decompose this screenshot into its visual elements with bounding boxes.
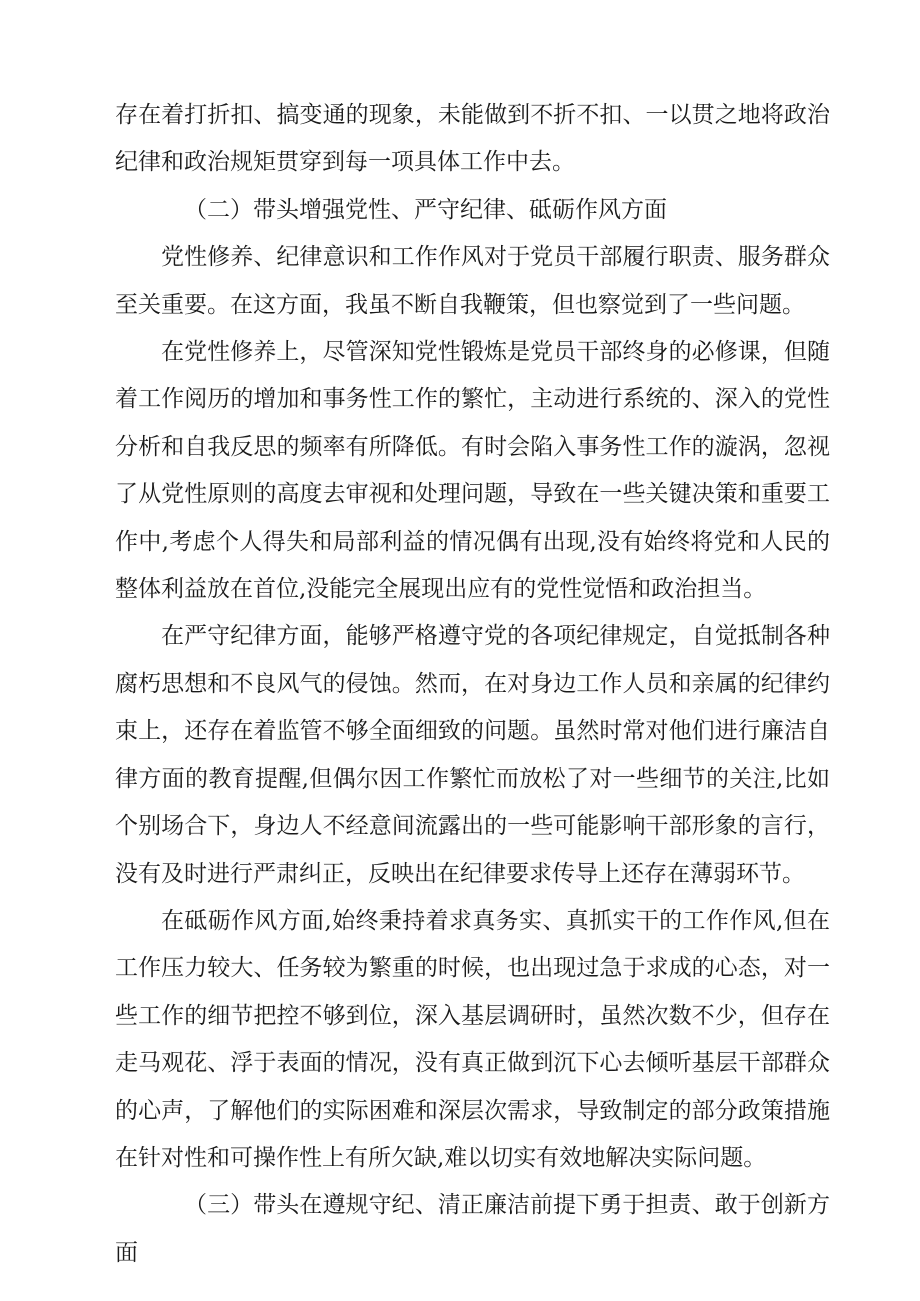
document-body (115, 92, 830, 1277)
paragraph-intro: 党性修养、纪律意识和工作作风对于党员干部履行职责、服务群众至关重要。在这方面，我虽不断自我鞭策，但也察觉到了一些问题。 (115, 244, 830, 318)
paragraph-party-spirit: 在党性修养上，尽管深知党性锻炼是党员干部终身的必修课，但随着工作阅历的增加和事务性工作的繁忙，主动进行系统的、深入的党性分析和自我反思的频率有所降低。有时会陷入事务性工作的漩涡，忽视了从党性原则的高度去审视和处理问题，导致在一些关键决策和重要工作中,考虑个人得失和局部利益的情况偶有出现,没有始终将党和人民的整体利益放在首位,没能完全展现出应有的党性觉悟和政治担当。 (115, 339, 830, 603)
paragraph-discipline: 在严守纪律方面，能够严格遵守党的各项纪律规定，自觉抵制各种腐朽思想和不良风气的侵蚀。然而，在对身边工作人员和亲属的纪律约束上，还存在着监管不够全面细致的问题。虽然时常对他们进行廉洁自律方面的教育提醒,但偶尔因工作繁忙而放松了对一些细节的关注,比如个别场合下，身边人不经意间流露出的一些可能影响干部形象的言行，没有及时进行严肃纠正，反映出在纪律要求传导上还存在薄弱环节。 (115, 623, 830, 887)
paragraph-work-style: 在砥砺作风方面,始终秉持着求真务实、真抓实干的工作作风,但在工作压力较大、任务较为繁重的时候，也出现过急于求成的心态，对一些工作的细节把控不够到位，深入基层调研时，虽然次数不少，但存在走马观花、浮于表面的情况，没有真正做到沉下心去倾听基层干部群众的心声，了解他们的实际困难和深层次需求，导致制定的部分政策措施在针对性和可操作性上有所欠缺,难以切实有效地解决实际问题。 (115, 907, 830, 1171)
section-heading-2: （二）带头增强党性、严守纪律、砥砺作风方面 (184, 196, 667, 223)
section-heading-3: （三）带头在遵规守纪、清正廉洁前提下勇于担责、敢于创新方面 (115, 1192, 830, 1266)
paragraph-continued: 存在着打折扣、搞变通的现象，未能做到不折不扣、一以贯之地将政治纪律和政治规矩贯穿到每一项具体工作中去。 (115, 102, 830, 176)
